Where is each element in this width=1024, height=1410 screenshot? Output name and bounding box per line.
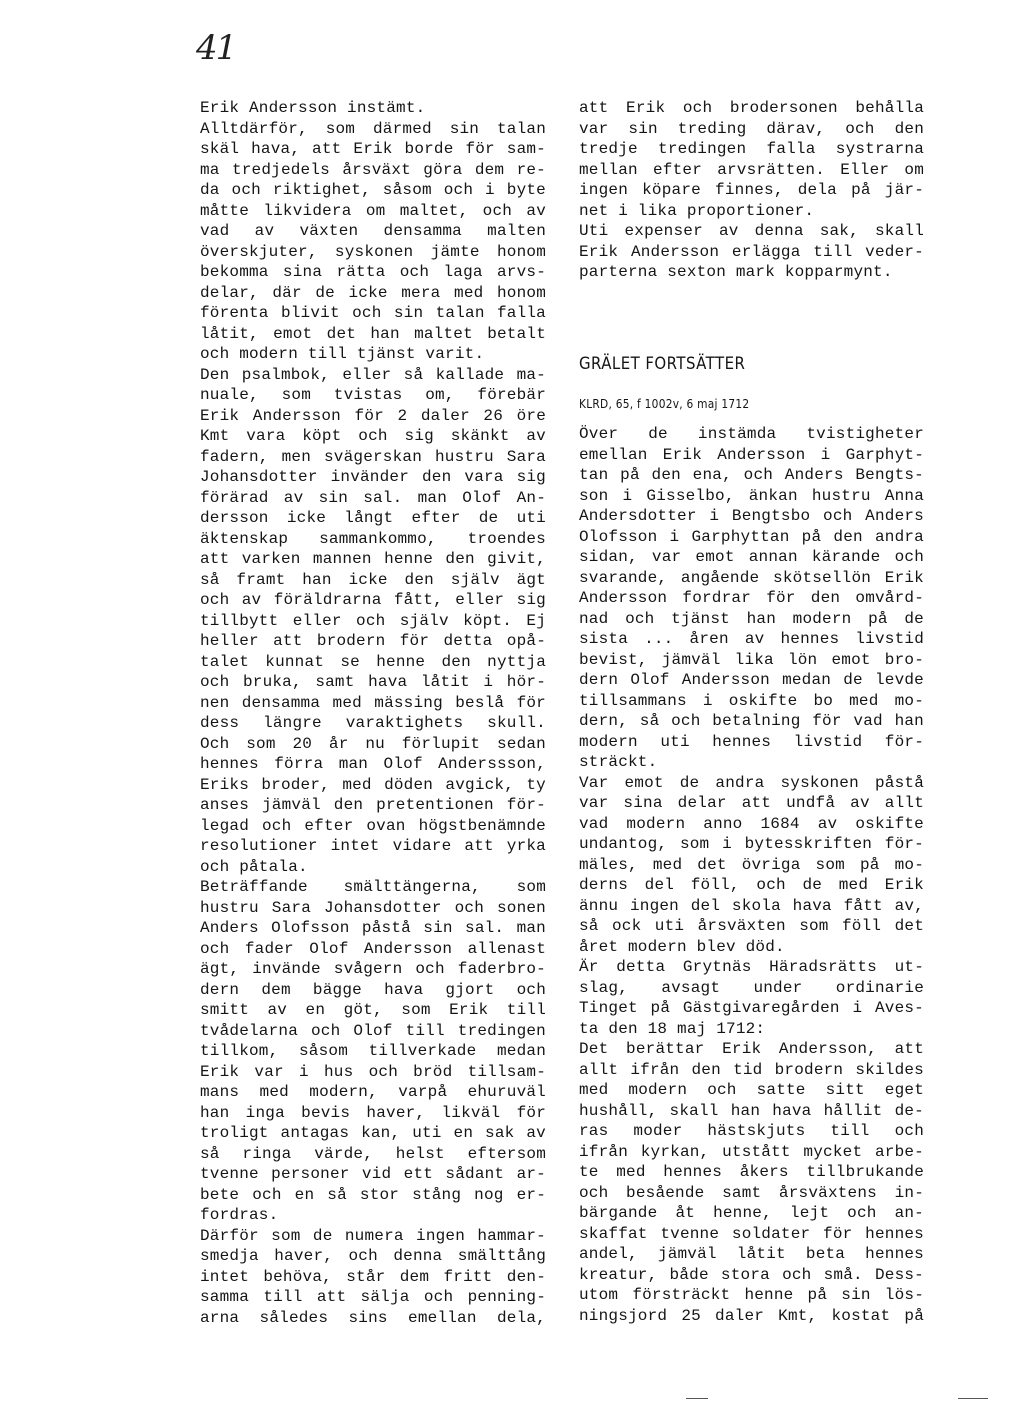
text-line: Tinget på Gästgivaregården i Aves- [579, 999, 924, 1017]
text-line: låtit, emot det han maltet betalt [200, 324, 546, 343]
text-line: och av föräldrarna fått, eller sig [200, 591, 546, 609]
text-line: dern dem bägge hava gjort och [200, 980, 546, 999]
text-line: son i Gisselbo, änkan hustru Anna [579, 486, 924, 505]
text-line: ta den 18 maj 1712: [579, 1019, 766, 1038]
text-line: och modern till tjänst varit. [200, 345, 485, 363]
text-line: te med hennes åkers tillbrukande [579, 1163, 924, 1181]
text-line: sista ... åren av hennes livstid [579, 630, 924, 648]
text-line: Erik Andersson instämt. [200, 99, 426, 117]
text-line: ningsjord 25 daler Kmt, kostat på [579, 1306, 924, 1325]
text-line: emellan Erik Andersson i Garphyt- [579, 445, 924, 464]
text-line: net i lika proportioner. [579, 201, 815, 220]
text-line: heller att brodern för detta opå- [200, 632, 546, 650]
text-line: parterna sexton mark kopparmynt. [579, 263, 893, 281]
text-line: Erik var i hus och bröd tillsam- [200, 1062, 546, 1081]
text-line: tvådelarna och Olof till tredingen [200, 1021, 546, 1040]
text-line: intet behöva, står dem fritt den- [200, 1267, 546, 1286]
text-line: Anders Olofsson påstå sin sal. man [200, 919, 546, 937]
text-line: han inga bevis haver, likväl för [200, 1103, 546, 1122]
text-line: Eriks broder, med döden avgick, ty [200, 775, 546, 794]
text-line: resolutioner intet vidare att yrka [200, 837, 546, 855]
footer-dash [686, 1398, 708, 1399]
text-line: fadern, men svägerskan hustru Sara [200, 447, 546, 466]
text-line: troligt antagas kan, uti en sak av [200, 1124, 546, 1142]
text-line: att Erik och brodersonen behålla [579, 99, 924, 117]
text-line: allt ifrån den tid brodern skildes [579, 1060, 924, 1079]
text-line: var sin treding därav, och den [579, 119, 924, 138]
text-line: dess längre varaktighets skull. [200, 714, 546, 732]
text-line: ma tredjedels årsväxt göra dem re- [200, 160, 546, 179]
text-line: tillkom, såsom tillverkade medan [200, 1042, 546, 1060]
text-line: modern uti hennes livstid för- [579, 732, 924, 751]
text-line: tillbytt eller och själv köpt. Ej [200, 611, 546, 630]
text-line: med modern och satte sitt eget [579, 1081, 924, 1099]
text-line: Och som 20 år nu förlupit sedan [200, 734, 546, 753]
right-column-bottom [579, 424, 924, 1326]
text-line: svarande, angående skötsellön Erik [579, 568, 924, 587]
text-line: nuale, som tvistas om, förebär [200, 386, 546, 404]
text-line: da och riktighet, såsom och i byte [200, 181, 546, 199]
text-line: bete och en så stor stång nog er- [200, 1185, 546, 1204]
text-line: anses jämväl den pretentionen för- [200, 796, 546, 814]
text-line: mäles, med det övriga som på mo- [579, 855, 924, 874]
text-line: och fader Olof Andersson allenast [200, 939, 546, 958]
text-line: skaffat tvenne soldater för hennes [579, 1224, 924, 1243]
text-line: äktenskap sammankommo, troendes [200, 529, 546, 548]
text-line: Uti expenser av denna sak, skall [579, 222, 924, 240]
section-heading: GRÄLET FORTSÄTTER [579, 354, 746, 374]
text-line: året modern blev död. [579, 937, 785, 956]
text-line: att varken mannen henne den givit, [200, 550, 546, 568]
text-line: sträckt. [579, 753, 658, 771]
text-line: tvenne personer vid ett sådant ar- [200, 1165, 546, 1183]
text-line: så ock uti årsväxten som föll det [579, 917, 924, 935]
text-line: vad av växten densamma malten [200, 222, 546, 240]
footer-dash [958, 1398, 988, 1399]
text-line: måtte likvidera om maltet, och av [200, 201, 546, 220]
text-line: ras moder hästskjuts till och [579, 1122, 924, 1140]
text-line: så ringa värde, helst eftersom [200, 1144, 546, 1163]
text-line: skäl hava, att Erik borde för sam- [200, 140, 546, 158]
text-line: Andersson fordrar för den omvård- [579, 589, 924, 607]
text-line: och påtala. [200, 857, 308, 876]
text-line: Beträffande smälttängerna, som [200, 878, 546, 896]
right-column-top [579, 98, 924, 283]
text-line: nen densamma med mässing beslå för [200, 693, 546, 712]
archive-reference: KLRD, 65, f 1002v, 6 maj 1712 [579, 396, 750, 411]
text-line: ägt, invände svågern och faderbro- [200, 960, 546, 978]
page-number: 41 [196, 28, 236, 68]
text-line: undantog, som i bytesskriften för- [579, 835, 924, 853]
text-line: Det berättar Erik Andersson, att [579, 1040, 924, 1058]
text-line: Var emot de andra syskonen påstå [579, 773, 924, 792]
text-line: och besående samt årsväxtens in- [579, 1183, 924, 1202]
text-line: överskjuter, syskonen jämte honom [200, 242, 546, 261]
text-line: så framt han icke den själv ägt [200, 570, 546, 589]
text-line: hustru Sara Johansdotter och sonen [200, 898, 546, 917]
text-line: ifrån kyrkan, utstått mycket arbe- [579, 1142, 924, 1161]
text-line: talet kunnat se henne den nyttja [200, 652, 546, 671]
text-line: dern, så och betalning för vad han [579, 712, 924, 730]
text-line: Olofsson i Garphyttan på den andra [579, 527, 924, 546]
text-line: Är detta Grytnäs Häradsrätts ut- [579, 958, 924, 976]
text-line: dersson icke långt efter de uti [200, 509, 546, 527]
text-line: delar, där de icke mera med honom [200, 283, 546, 302]
text-line: hennes förra man Olof Anderssson, [200, 755, 546, 773]
text-line: och bruka, samt hava låtit i hör- [200, 673, 546, 691]
text-line: andel, jämväl låtit beta hennes [579, 1245, 924, 1263]
text-line: Johansdotter invänder den vara sig [200, 468, 546, 486]
text-line: Andersdotter i Bengtsbo och Anders [579, 507, 924, 525]
text-line: var sina delar att undfå av allt [579, 794, 924, 812]
text-line: nad och tjänst han modern på de [579, 609, 924, 628]
text-line: tan på den ena, och Anders Bengts- [579, 466, 924, 484]
text-line: kreatur, både stora och små. Dess- [579, 1265, 924, 1284]
text-line: legad och efter ovan högstbenämnde [200, 816, 546, 835]
text-line: förenta blivit och sin talan falla [200, 304, 546, 322]
text-line: mellan efter arvsrätten. Eller om [579, 160, 924, 179]
text-line: tillsammans i oskifte bo med mo- [579, 691, 924, 710]
text-line: bevist, jämväl lika lön emot bro- [579, 650, 924, 669]
text-line: Den psalmbok, eller så kallade ma- [200, 365, 546, 384]
text-line: fordras. [200, 1206, 279, 1224]
left-column [200, 98, 546, 1328]
text-line: Alltdärför, som därmed sin talan [200, 119, 546, 138]
text-line: arna således sins emellan dela, [200, 1308, 546, 1327]
text-line: smitt av en göt, som Erik till [200, 1001, 546, 1019]
text-line: derns del föll, och de med Erik [579, 876, 924, 894]
text-line: slag, avsagt under ordinarie [579, 978, 924, 997]
text-line: mans med modern, varpå ehuruväl [200, 1083, 546, 1101]
text-line: bärgande åt henne, lejt och an- [579, 1204, 924, 1222]
text-line: förärad av sin sal. man Olof An- [200, 488, 546, 507]
text-line: smedja haver, och denna smälttång [200, 1247, 546, 1265]
text-line: bekomma sina rätta och laga arvs- [200, 263, 546, 281]
text-line: Därför som de numera ingen hammar- [200, 1226, 546, 1245]
text-line: ännu ingen del skola hava fått av, [579, 896, 924, 915]
text-line: Kmt vara köpt och sig skänkt av [200, 427, 546, 445]
text-line: sidan, var emot annan kärande och [579, 548, 924, 566]
text-line: Erik Andersson erlägga till veder- [579, 242, 924, 261]
text-line: Över de instämda tvistigheter [579, 425, 924, 443]
text-line: ingen köpare finnes, dela på jär- [579, 181, 924, 199]
text-line: utom försträckt henne på sin lös- [579, 1286, 924, 1304]
text-line: hushåll, skall han hava hållit de- [579, 1101, 924, 1120]
text-line: dern Olof Andersson medan de levde [579, 671, 924, 689]
text-line: tredje tredingen falla systrarna [579, 140, 924, 158]
text-line: samma till att sälja och penning- [200, 1288, 546, 1306]
text-line: vad modern anno 1684 av oskifte [579, 814, 924, 833]
text-line: Erik Andersson för 2 daler 26 öre [200, 406, 546, 425]
